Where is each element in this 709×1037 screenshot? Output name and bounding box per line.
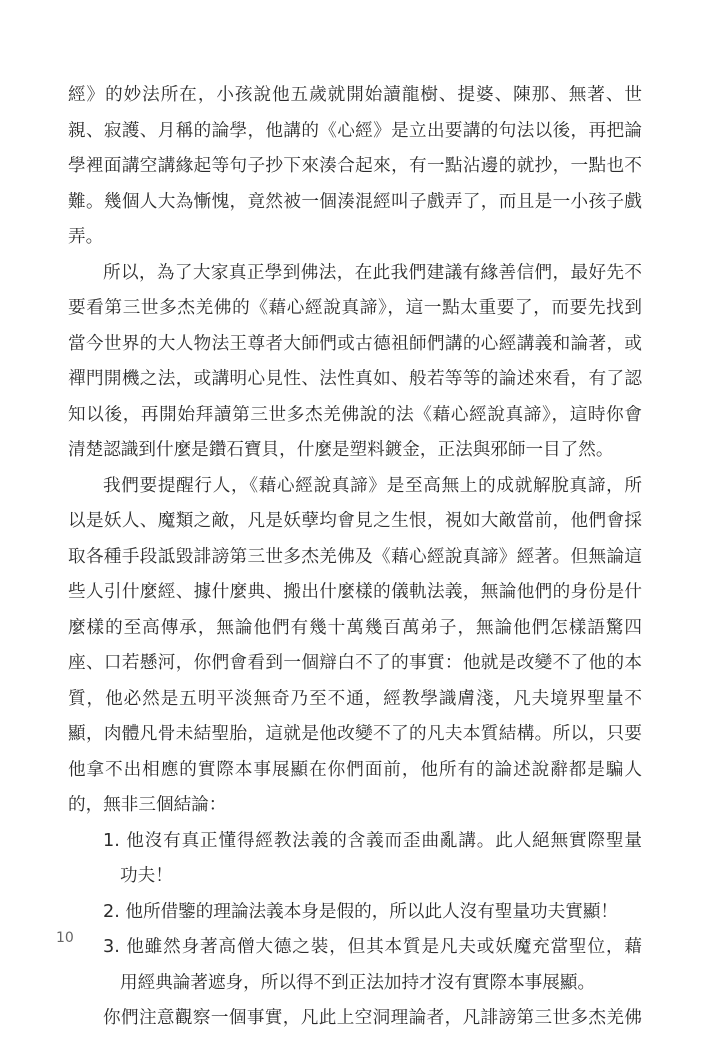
text-line: 清楚認識到什麼是鑽石寶貝，什麼是塑料鍍金，正法與邪師一目了然。 (68, 440, 614, 460)
text-line: 的，無非三個結論： (68, 795, 227, 815)
list-item-line: 2. 他所借鑒的理論法義本身是假的，所以此人沒有聖量功夫實顯！ (103, 901, 619, 922)
page-number: 10 (56, 930, 74, 946)
text-line: 禪門開機之法，或講明心見性、法性真如、般若等等的論述來看，有了認 (68, 369, 642, 389)
list-item-line: 1. 他沒有真正懂得經教法義的含義而歪曲亂講。此人絕無實際聖量 (103, 830, 642, 851)
text-line: 知以後，再開始拜讀第三世多杰羌佛說的法《藉心經說真諦》，這時你會 (68, 404, 642, 425)
text-line: 他拿不出相應的實際本事展顯在你們面前，他所有的論述說辭都是騙人 (68, 759, 642, 780)
numbered-list (68, 824, 642, 1002)
text-line: 顯，肉體凡骨未結聖胎，這就是他改變不了的凡夫本質結構。所以，只要 (68, 724, 642, 744)
list-item-line: 功夫！ (120, 866, 173, 886)
text-line: 經》的妙法所在，小孩說他五歲就開始讀龍樹、提婆、陳那、無著、世 (68, 85, 642, 105)
text-line: 難。幾個人大為慚愧，竟然被一個湊混經叫子戲弄了，而且是一小孩子戲 (68, 191, 642, 212)
list-item (68, 824, 642, 895)
text-line: 些人引什麼經、據什麼典、搬出什麼樣的儀軌法義，無論他們的身份是什 (68, 582, 642, 602)
text-line: 質，他必然是五明平淡無奇乃至不通，經教學識膚淺，凡夫境界聖量不 (68, 688, 642, 709)
list-item (68, 930, 642, 1001)
text-line: 以是妖人、魔類之敵，凡是妖孽均會見之生恨，視如大敵當前，他們會採 (68, 511, 642, 531)
text-line: 我們要提醒行人，《藉心經說真諦》是至高無上的成就解脫真諦，所 (103, 475, 642, 496)
text-line: 麼樣的至高傳承，無論他們有幾十萬幾百萬弟子，無論他們怎樣語驚四 (68, 617, 642, 638)
text-line: 取各種手段詆毀誹謗第三世多杰羌佛及《藉心經說真諦》經著。但無論這 (68, 546, 642, 567)
paragraph (68, 256, 642, 469)
text-line: 學裡面講空講緣起等句子抄下來湊合起來，有一點沾邊的就抄，一點也不 (68, 156, 642, 176)
text-line: 座、口若懸河，你們會看到一個辯白不了的事實：他就是改變不了他的本 (68, 653, 642, 673)
text-line: 親、寂護、月稱的論學，他講的《心經》是立出要講的句法以後，再把論 (68, 120, 642, 141)
paragraph (68, 1001, 642, 1037)
body-text (68, 78, 642, 1037)
list-item (68, 895, 642, 931)
text-line: 當今世界的大人物法王尊者大師們或古德祖師們講的心經講義和論著，或 (68, 333, 642, 354)
list-item-line: 3. 他雖然身著高僧大德之裝，但其本質是凡夫或妖魔充當聖位，藉 (103, 937, 642, 957)
list-item-line: 用經典論著遮身，所以得不到正法加持才沒有實際本事展顯。 (120, 972, 596, 993)
text-line: 所以，為了大家真正學到佛法，在此我們建議有緣善信們，最好先不 (103, 262, 642, 283)
text-line: 弄。 (68, 227, 104, 247)
text-line: 要看第三世多杰羌佛的《藉心經說真諦》，這一點太重要了，而要先找到 (68, 298, 642, 318)
paragraph (68, 78, 642, 256)
text-line: 你們注意觀察一個事實，凡此上空洞理論者，凡誹謗第三世多杰羌佛 (103, 1008, 642, 1028)
paragraph (68, 469, 642, 824)
